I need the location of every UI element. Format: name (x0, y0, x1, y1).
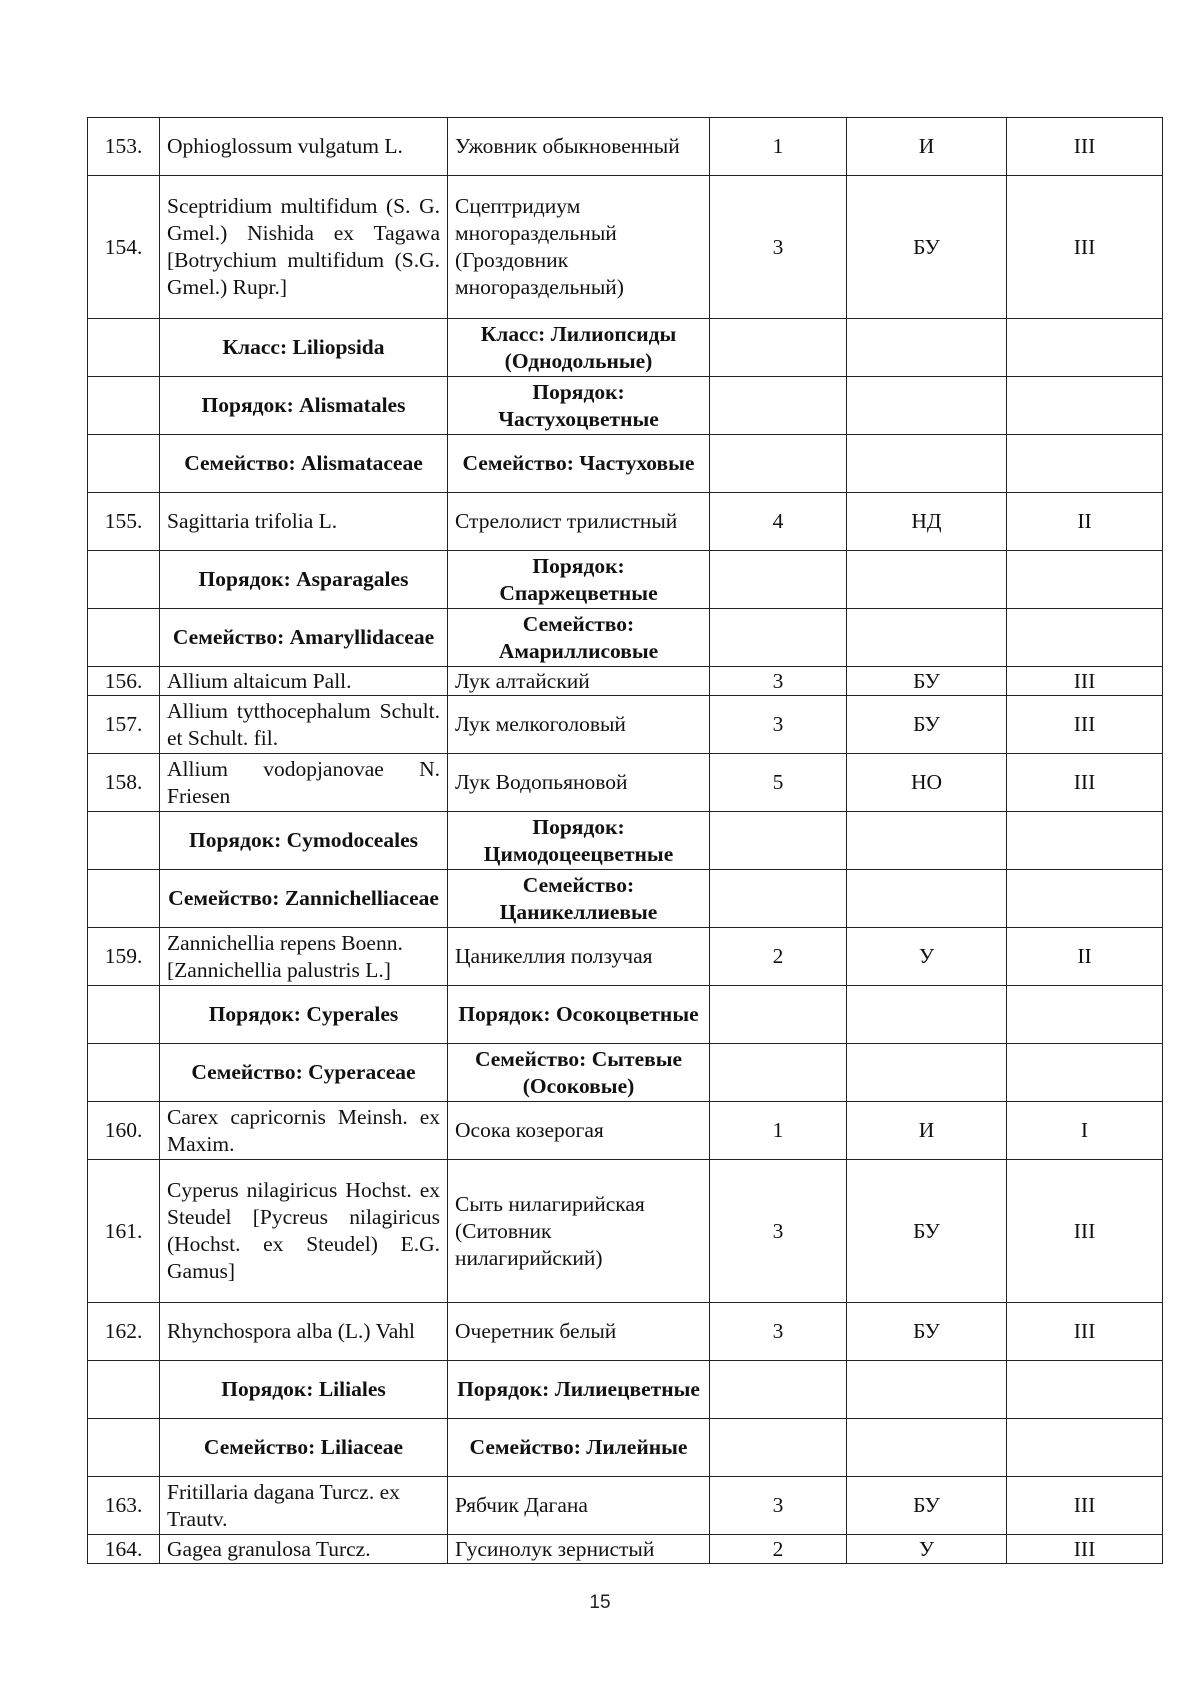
empty-number-cell (88, 435, 160, 493)
empty-number-cell (88, 812, 160, 870)
taxon-latin-cell: Семейство: Alismataceae (160, 435, 448, 493)
empty-cell (1007, 551, 1163, 609)
taxon-russian-cell: Семейство: Сытевые (Осоковые) (448, 1044, 710, 1102)
row-number-cell: 155. (88, 493, 160, 551)
taxon-header-row (88, 435, 1163, 493)
empty-cell (847, 1044, 1007, 1102)
status-cell: БУ (847, 1303, 1007, 1361)
empty-cell (847, 435, 1007, 493)
row-number-cell: 159. (88, 928, 160, 986)
status-cell: БУ (847, 696, 1007, 754)
russian-name-cell: Сыть нилагирийская (Ситовник нилагирийский) (448, 1160, 710, 1303)
empty-cell (1007, 435, 1163, 493)
latin-name-cell: Gagea granulosa Turcz. (160, 1535, 448, 1564)
taxon-russian-cell: Порядок: Частухоцветные (448, 377, 710, 435)
empty-number-cell (88, 319, 160, 377)
category-cell: 3 (710, 696, 847, 754)
species-table-body (88, 118, 1163, 1564)
category-cell: 3 (710, 176, 847, 319)
taxon-header-row (88, 377, 1163, 435)
species-row (88, 1102, 1163, 1160)
status-cell: БУ (847, 1477, 1007, 1535)
taxon-header-row (88, 1361, 1163, 1419)
empty-cell (847, 812, 1007, 870)
category-cell: 3 (710, 667, 847, 696)
row-number-cell: 157. (88, 696, 160, 754)
protection-cell: III (1007, 1535, 1163, 1564)
taxon-latin-cell: Порядок: Cymodoceales (160, 812, 448, 870)
empty-cell (847, 377, 1007, 435)
species-table (87, 117, 1163, 1564)
row-number-cell: 164. (88, 1535, 160, 1564)
species-row (88, 176, 1163, 319)
empty-cell (1007, 377, 1163, 435)
protection-cell: III (1007, 1160, 1163, 1303)
russian-name-cell: Сцептридиум многораздельный (Гроздовник многораздельный) (448, 176, 710, 319)
taxon-latin-cell: Порядок: Asparagales (160, 551, 448, 609)
latin-name-cell: Sagittaria trifolia L. (160, 493, 448, 551)
russian-name-cell: Рябчик Дагана (448, 1477, 710, 1535)
species-row (88, 1535, 1163, 1564)
taxon-header-row (88, 1044, 1163, 1102)
taxon-header-row (88, 986, 1163, 1044)
species-row (88, 1160, 1163, 1303)
taxon-header-row (88, 551, 1163, 609)
empty-cell (710, 551, 847, 609)
taxon-russian-cell: Порядок: Осокоцветные (448, 986, 710, 1044)
species-row (88, 667, 1163, 696)
category-cell: 5 (710, 754, 847, 812)
taxon-latin-cell: Порядок: Alismatales (160, 377, 448, 435)
latin-name-cell: Fritillaria dagana Turcz. ex Trautv. (160, 1477, 448, 1535)
row-number-cell: 161. (88, 1160, 160, 1303)
empty-number-cell (88, 986, 160, 1044)
empty-cell (710, 1361, 847, 1419)
empty-cell (710, 812, 847, 870)
taxon-latin-cell: Порядок: Cyperales (160, 986, 448, 1044)
empty-number-cell (88, 609, 160, 667)
protection-cell: III (1007, 1303, 1163, 1361)
category-cell: 2 (710, 1535, 847, 1564)
status-cell: БУ (847, 176, 1007, 319)
empty-cell (847, 1361, 1007, 1419)
protection-cell: III (1007, 696, 1163, 754)
row-number-cell: 162. (88, 1303, 160, 1361)
protection-cell: III (1007, 176, 1163, 319)
empty-number-cell (88, 1361, 160, 1419)
empty-number-cell (88, 1044, 160, 1102)
empty-cell (847, 319, 1007, 377)
protection-cell: III (1007, 667, 1163, 696)
russian-name-cell: Осока козерогая (448, 1102, 710, 1160)
taxon-latin-cell: Семейство: Cyperaceae (160, 1044, 448, 1102)
empty-cell (710, 377, 847, 435)
empty-cell (1007, 319, 1163, 377)
species-row (88, 493, 1163, 551)
empty-cell (847, 609, 1007, 667)
species-row (88, 1303, 1163, 1361)
taxon-header-row (88, 870, 1163, 928)
status-cell: И (847, 118, 1007, 176)
latin-name-cell: Zannichellia repens Boenn. [Zannichellia palustris L.] (160, 928, 448, 986)
row-number-cell: 153. (88, 118, 160, 176)
species-row (88, 928, 1163, 986)
taxon-header-row (88, 319, 1163, 377)
taxon-header-row (88, 1419, 1163, 1477)
empty-cell (1007, 609, 1163, 667)
taxon-latin-cell: Класс: Liliopsida (160, 319, 448, 377)
protection-cell: II (1007, 928, 1163, 986)
taxon-russian-cell: Порядок: Лилиецветные (448, 1361, 710, 1419)
taxon-russian-cell: Порядок: Спаржецветные (448, 551, 710, 609)
empty-cell (847, 986, 1007, 1044)
category-cell: 3 (710, 1477, 847, 1535)
species-row (88, 1477, 1163, 1535)
status-cell: НД (847, 493, 1007, 551)
empty-cell (847, 870, 1007, 928)
taxon-russian-cell: Семейство: Лилейные (448, 1419, 710, 1477)
empty-cell (710, 609, 847, 667)
status-cell: БУ (847, 1160, 1007, 1303)
status-cell: У (847, 928, 1007, 986)
page-number: 15 (589, 1592, 611, 1613)
row-number-cell: 154. (88, 176, 160, 319)
protection-cell: II (1007, 493, 1163, 551)
taxon-latin-cell: Семейство: Liliaceae (160, 1419, 448, 1477)
category-cell: 1 (710, 1102, 847, 1160)
latin-name-cell: Allium vodopjanovae N. Friesen (160, 754, 448, 812)
empty-cell (710, 319, 847, 377)
taxon-header-row (88, 812, 1163, 870)
latin-name-cell: Sceptridium multifidum (S. G. Gmel.) Nishida ex Tagawa [Botrychium multifidum (S.G. Gmel.) Rupr.] (160, 176, 448, 319)
empty-cell (847, 551, 1007, 609)
empty-cell (710, 1419, 847, 1477)
empty-cell (1007, 812, 1163, 870)
species-row (88, 754, 1163, 812)
empty-cell (1007, 1361, 1163, 1419)
status-cell: БУ (847, 667, 1007, 696)
latin-name-cell: Cyperus nilagiricus Hochst. ex Steudel [Pycreus nilagiricus (Hochst. ex Steudel) E.G. Gamus] (160, 1160, 448, 1303)
taxon-latin-cell: Семейство: Zannichelliaceae (160, 870, 448, 928)
empty-cell (1007, 1419, 1163, 1477)
latin-name-cell: Ophioglossum vulgatum L. (160, 118, 448, 176)
species-row (88, 696, 1163, 754)
russian-name-cell: Лук алтайский (448, 667, 710, 696)
taxon-russian-cell: Порядок: Цимодоцеецветные (448, 812, 710, 870)
empty-cell (710, 870, 847, 928)
empty-cell (1007, 1044, 1163, 1102)
protection-cell: III (1007, 754, 1163, 812)
status-cell: У (847, 1535, 1007, 1564)
category-cell: 4 (710, 493, 847, 551)
taxon-header-row (88, 609, 1163, 667)
russian-name-cell: Очеретник белый (448, 1303, 710, 1361)
row-number-cell: 156. (88, 667, 160, 696)
status-cell: НО (847, 754, 1007, 812)
latin-name-cell: Carex capricornis Meinsh. ex Maxim. (160, 1102, 448, 1160)
empty-cell (847, 1419, 1007, 1477)
latin-name-cell: Allium tytthocephalum Schult. et Schult. fil. (160, 696, 448, 754)
category-cell: 3 (710, 1303, 847, 1361)
russian-name-cell: Ужовник обыкновенный (448, 118, 710, 176)
empty-number-cell (88, 377, 160, 435)
protection-cell: I (1007, 1102, 1163, 1160)
category-cell: 3 (710, 1160, 847, 1303)
row-number-cell: 158. (88, 754, 160, 812)
species-row (88, 118, 1163, 176)
taxon-russian-cell: Семейство: Амариллисовые (448, 609, 710, 667)
russian-name-cell: Лук Водопьяновой (448, 754, 710, 812)
taxon-latin-cell: Порядок: Liliales (160, 1361, 448, 1419)
russian-name-cell: Гусинолук зернистый (448, 1535, 710, 1564)
category-cell: 2 (710, 928, 847, 986)
empty-cell (1007, 986, 1163, 1044)
status-cell: И (847, 1102, 1007, 1160)
empty-number-cell (88, 870, 160, 928)
taxon-russian-cell: Семейство: Частуховые (448, 435, 710, 493)
latin-name-cell: Rhynchospora alba (L.) Vahl (160, 1303, 448, 1361)
russian-name-cell: Стрелолист трилистный (448, 493, 710, 551)
row-number-cell: 163. (88, 1477, 160, 1535)
taxon-russian-cell: Семейство: Цаникеллиевые (448, 870, 710, 928)
empty-cell (1007, 870, 1163, 928)
empty-number-cell (88, 1419, 160, 1477)
protection-cell: III (1007, 1477, 1163, 1535)
empty-number-cell (88, 551, 160, 609)
category-cell: 1 (710, 118, 847, 176)
taxon-latin-cell: Семейство: Amaryllidaceae (160, 609, 448, 667)
protection-cell: III (1007, 118, 1163, 176)
latin-name-cell: Allium altaicum Pall. (160, 667, 448, 696)
empty-cell (710, 986, 847, 1044)
empty-cell (710, 1044, 847, 1102)
empty-cell (710, 435, 847, 493)
row-number-cell: 160. (88, 1102, 160, 1160)
russian-name-cell: Лук мелкоголовый (448, 696, 710, 754)
russian-name-cell: Цаникеллия ползучая (448, 928, 710, 986)
taxon-russian-cell: Класс: Лилиопсиды (Однодольные) (448, 319, 710, 377)
